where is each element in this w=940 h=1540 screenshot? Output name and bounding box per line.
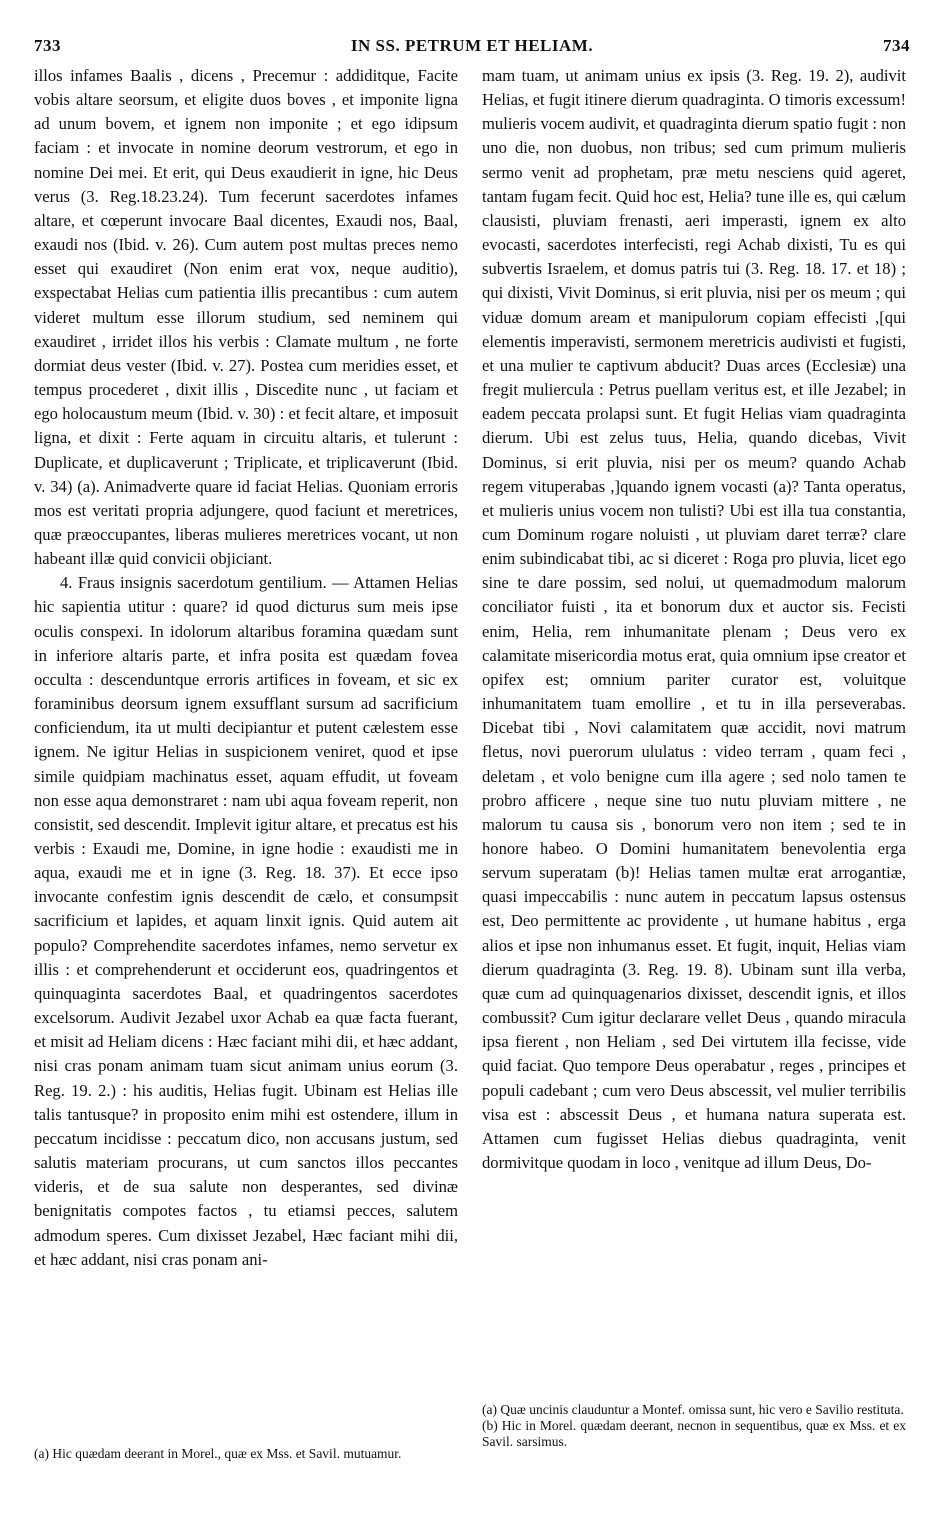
footnote-right-a: (a) Quæ uncinis clauduntur a Montef. omissa sunt, hic vero e Savilio restituta.	[482, 1402, 904, 1417]
right-column	[482, 64, 906, 1175]
footnotes-right	[482, 1402, 906, 1450]
right-paragraph-1: mam tuam, ut animam unius ex ipsis (3. Reg. 19. 2), audivit Helias, et fugit itinere dierum quadraginta. O timoris excessum! mulieris vocem audivit, et quadraginta dierum spatio fugit : non uno die, non duobus, non tribus; sed cum primum mulieris sermo venit ad prophetam, præ metu nesciens quid ageret, tantam fugam fecit. Quid hoc est, Helia? tune ille es, qui cælum clausisti, pluviam frenasti, aeri imperasti, ignem ex alto evocasti, sacerdotes interfecisti, regi Achab dixisti, Tu es qui subvertis Israelem, et domus patris tui (3. Reg. 18. 17. et 18) ; qui dixisti, Vivit Dominus, si erit pluvia, nisi per os meum ; qui viduæ domum aream et manipulorum copiam effecisti ,[qui elementis imperavisti, sermonem meretricis audivisti et fugisti, et una mulier te captivum abducit? Duas arces (Ecclesiæ) una fregit muliercula : Petrus puellam veritus est, et ille Jezabel; in eadem peccata prolapsi sunt. Et fugit Helias viam quadraginta dierum. Ubi est zelus tuus, Helia, quando dicebas, Vivit Dominus, si erit pluvia, nisi per os meum? quando Achab regem vituperabas ,]quando ignem vocasti (a)? Tanta operatus, et mulieris unius vocem non tulisti? Ubi est illa tua constantia, cum Dominum rogare noluisti , ut pluviam daret terræ? clare enim subindicabat tibi, ac si diceret : Roga pro pluvia, licet ego sine te dare possim, sed nolui, ut quemadmodum malorum conciliator fuisti , ita et bonorum dux et auctor sis. Fecisti enim, Helia, rem inhumanitate plenam ; Deus vero ex calamitate misericordia motus erat, quia omnium ipse creator et opifex est; omnium pariter curator est, voluitque inhumanitatem tuam emollire , et tu in illa perseverabas. Dicebat tibi , Novi calamitatem quæ accidit, novi matrum fletus, novi puerorum ululatus : video terram , quam feci , deletam , et volo benigne cum illa agere ; sed nolo tamen te probro afficere , neque sine tuo nutu pluviam mittere , ne malorum tu causa sis , bonorum vero non item ; sed te in honore habeo. O Domini humanitatem benevolentia erga servum superatam (b)! Helias tamen multæ erat arrogantiæ, quasi impeccabilis : nunc autem in peccatum lapsus ostensus est, Deo permittente ac providente , ut humane habitus , erga alios et ipse non inhumanus esset. Et fugit, inquit, Helias viam dierum quadraginta (3. Reg. 19. 8). Ubinam sunt illa verba, quæ cum ad quinquagenarios dixisset, descendit ignis, et illos combussit? Cum igitur declarare vellet Deus , quando miracula ipsa fierent , non Heliam , sed Dei virtutem illa fecisse, vide quid faciat. Quo tempore Deus operabatur , reges , principes et populi cadebant ; cum vero Deus abscessit, vel mulier terribilis visa est : abscessit Deus , et humana natura superata est. Attamen cum fugisset Helias diebus quadraginta, venit dormivitque quodam in loco , venitque ad illum Deus, Do-	[482, 66, 906, 1173]
running-header	[34, 36, 910, 60]
left-paragraph-2: 4. Fraus insignis sacerdotum gentilium. — Attamen Helias hic sapientia utitur : quare? id quod dicturus sum meis ipse oculis conspexi. In idolorum altaribus foramina quædam sunt in inferiore altaris parte, et infra posita est quædam fovea occulta : descenduntque erroris artifices in foveam, et sic ex foraminibus deorsum ignem exsufflant sursum ad sacrificium conficiendum, ita ut multi decipiantur et putent cælestem esse ignem. Ne igitur Helias in suspicionem veniret, quod et ipse simile quidpiam machinatus esset, aquam effudit, ut foveam non esse aqua demonstraret : nam ubi aqua foveam reperit, non consistit, sed descendit. Implevit igitur altare, et precatus est his verbis : Exaudi me, Domine, in igne hodie : exaudisti me in aqua, exaudi me et in igne (3. Reg. 18. 37). Et ecce ipso invocante confestim ignis descendit de cælo, et consumpsit sacrificium et lapides, et aquam linxit ignis. Quid autem ait populo? Comprehendite sacerdotes infames, nemo servetur ex illis : et comprehenderunt et occiderunt eos, quadringentos et quinquaginta sacerdotes Baal, et quadringentos sacerdotes excelsorum. Audivit Jezabel uxor Achab ea quæ facta fuerant, et misit ad Heliam dicens : Hæc faciant mihi dii, et hæc addant, nisi cras ponam animam tuam sicut animam unius eorum (3. Reg. 19. 2.) : his auditis, Helias fugit. Ubinam est Helias ille talis tantusque? in proposito enim mihi est ostendere, illum in peccatum incidisse : peccatum dico, non accusans justum, sed salutis materiam procurans, ut cum sanctos illos peccantes videris, et de sua salute non desperantes, sed divinæ benignitatis compotes factos , tu etiamsi pecces, salutem admodum speres. Cum dixisset Jezabel, Hæc faciant mihi dii, et hæc addant, nisi cras ponam ani-	[34, 573, 458, 1269]
page-number-left: 733	[34, 36, 61, 55]
left-column	[34, 64, 458, 1272]
footnote-left	[34, 1446, 458, 1462]
footnote-left-a: (a) Hic quædam deerant in Morel., quæ ex Mss. et Savil. mutuamur.	[34, 1446, 402, 1461]
page-number-right: 734	[883, 36, 910, 55]
running-title: IN SS. PETRUM ET HELIAM.	[350, 36, 594, 55]
footnote-right-b: (b) Hic in Morel. quædam deerant, necnon in sequentibus, quæ ex Mss. et ex Savil. sarsimus.	[482, 1418, 906, 1449]
left-paragraph-1: illos infames Baalis , dicens , Precemur : addiditque, Facite vobis altare seorsum, et eligite duos boves , et imponite ligna ad unum bovem, et ignem non imponite ; et ego idipsum faciam : et invocate in nomine deorum vestrorum, et ego in nomine Dei mei. Et erit, qui Deus exaudierit in igne, hic Deus verus (3. Reg.18.23.24). Tum fecerunt sacerdotes infames altare, et cœperunt invocare Baal dicentes, Exaudi nos, Baal, exaudi nos (Ibid. v. 26). Cum autem post multas preces nemo esset qui exaudiret (Non enim erat vox, neque auditio), exspectabat Helias cum patientia illis precantibus : cum autem videret multum esse illorum studium, sed neminem qui exaudiret , irridet illos his verbis : Clamate multum , ne forte dormiat deus vester (Ibid. v. 27). Postea cum meridies esset, et tempus procederet , dixit illis , Discedite nunc , ut faciam et ego holocaustum meum (Ibid. v. 30) : et fecit altare, et imposuit ligna, et dixit : Ferte aquam in circuitu altaris, et tulerunt : Duplicate, et duplicaverunt ; Triplicate, et triplicaverunt (Ibid. v. 34) (a). Animadverte quare id faciat Helias. Quoniam erroris mos est veritati propria adjungere, quod faciunt et meretrices, quæ præoccupantes, liberas mulieres meretrices vocant, ut non habeant illæ quid convicii objiciant.	[34, 66, 458, 569]
